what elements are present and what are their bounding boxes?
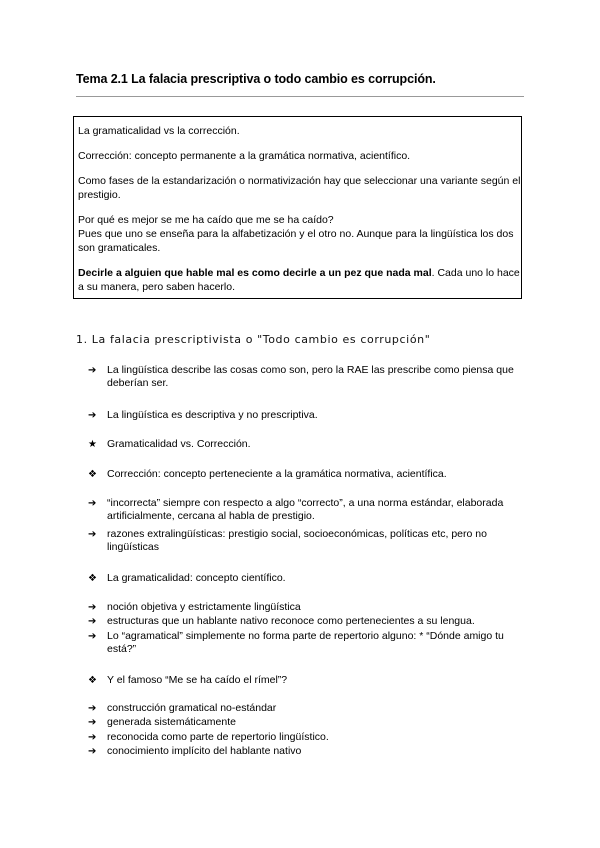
diamond-icon: ❖ bbox=[88, 675, 97, 686]
bullet-text: Corrección: concepto perteneciente a la gramática normativa, acientífica. bbox=[107, 468, 447, 480]
bullet-text: Gramaticalidad vs. Corrección. bbox=[107, 438, 251, 450]
summary-statement-rest: . Cada uno lo hace a su manera, pero saben hacerlo. bbox=[78, 267, 520, 293]
summary-line-question bbox=[78, 213, 521, 255]
bullet-item bbox=[88, 409, 528, 422]
arrow-icon: ➔ bbox=[88, 498, 97, 509]
arrow-icon: ➔ bbox=[88, 746, 97, 757]
summary-line-estandarizacion: Como fases de la estandarización o normativización hay que seleccionar una variante según el prestigio. bbox=[78, 175, 521, 201]
bullet-item bbox=[88, 702, 528, 715]
arrow-icon: ➔ bbox=[88, 732, 97, 743]
arrow-icon: ➔ bbox=[88, 410, 97, 421]
summary-line-correccion: Corrección: concepto permanente a la gramática normativa, acientífico. bbox=[78, 150, 411, 162]
bullet-text: Lo “agramatical” simplemente no forma parte de repertorio alguno: * “Dónde amigo tu está?” bbox=[107, 630, 504, 655]
summary-question: Por qué es mejor se me ha caído que me se ha caído? bbox=[78, 214, 334, 226]
summary-line-pez bbox=[78, 266, 521, 294]
bullet-item bbox=[88, 716, 528, 729]
bullet-item bbox=[88, 497, 528, 523]
bullet-item bbox=[88, 630, 528, 656]
arrow-icon: ➔ bbox=[88, 529, 97, 540]
bullet-text: generada sistemáticamente bbox=[107, 716, 236, 728]
bullet-text: estructuras que un hablante nativo reconoce como pertenecientes a su lengua. bbox=[107, 615, 475, 627]
bullet-text: La gramaticalidad: concepto científico. bbox=[107, 572, 286, 584]
bullet-item bbox=[88, 674, 528, 687]
arrow-icon: ➔ bbox=[88, 365, 97, 376]
summary-line-gramaticalidad: La gramaticalidad vs la corrección. bbox=[78, 125, 240, 137]
bullet-item bbox=[88, 572, 528, 585]
summary-answer: Pues que uno se enseña para la alfabetización y el otro no. Aunque para la lingüística los dos son gramaticales. bbox=[78, 228, 514, 254]
title-divider bbox=[76, 96, 524, 97]
page-title: Tema 2.1 La falacia prescriptiva o todo cambio es corrupción. bbox=[76, 72, 436, 86]
bullet-item bbox=[88, 745, 528, 758]
arrow-icon: ➔ bbox=[88, 631, 97, 642]
bullet-item bbox=[88, 601, 528, 614]
bullet-text: razones extralingüísticas: prestigio social, socioeconómicas, políticas etc, pero no lingüísticas bbox=[107, 528, 487, 553]
arrow-icon: ➔ bbox=[88, 717, 97, 728]
bullet-text: reconocida como parte de repertorio lingüístico. bbox=[107, 731, 329, 743]
summary-box bbox=[73, 116, 522, 299]
arrow-icon: ➔ bbox=[88, 703, 97, 714]
bullet-item bbox=[88, 364, 528, 390]
bullet-text: La lingüística es descriptiva y no prescriptiva. bbox=[107, 409, 318, 421]
bullet-item bbox=[88, 438, 528, 451]
diamond-icon: ❖ bbox=[88, 573, 97, 584]
section-heading: 1. La falacia prescriptivista o "Todo cambio es corrupción" bbox=[76, 333, 431, 346]
bullet-text: noción objetiva y estrictamente lingüística bbox=[107, 601, 301, 613]
bullet-item bbox=[88, 615, 528, 628]
star-icon: ★ bbox=[88, 439, 97, 450]
bullet-text: La lingüística describe las cosas como son, pero la RAE las prescribe como piensa que deberían ser. bbox=[107, 364, 514, 389]
arrow-icon: ➔ bbox=[88, 616, 97, 627]
arrow-icon: ➔ bbox=[88, 602, 97, 613]
bullet-item bbox=[88, 528, 528, 554]
summary-bold-statement: Decirle a alguien que hable mal es como decirle a un pez que nada mal bbox=[78, 267, 432, 279]
bullet-text: conocimiento implícito del hablante nativo bbox=[107, 745, 302, 757]
bullet-text: construcción gramatical no-estándar bbox=[107, 702, 277, 714]
bullet-text: “incorrecta” siempre con respecto a algo “correcto”, a una norma estándar, elaborada artificialmente, cercana al habla de prestigio. bbox=[107, 497, 504, 522]
bullet-text: Y el famoso “Me se ha caído el rímel”? bbox=[107, 674, 288, 686]
bullet-item bbox=[88, 468, 528, 481]
diamond-icon: ❖ bbox=[88, 469, 97, 480]
bullet-item bbox=[88, 731, 528, 744]
